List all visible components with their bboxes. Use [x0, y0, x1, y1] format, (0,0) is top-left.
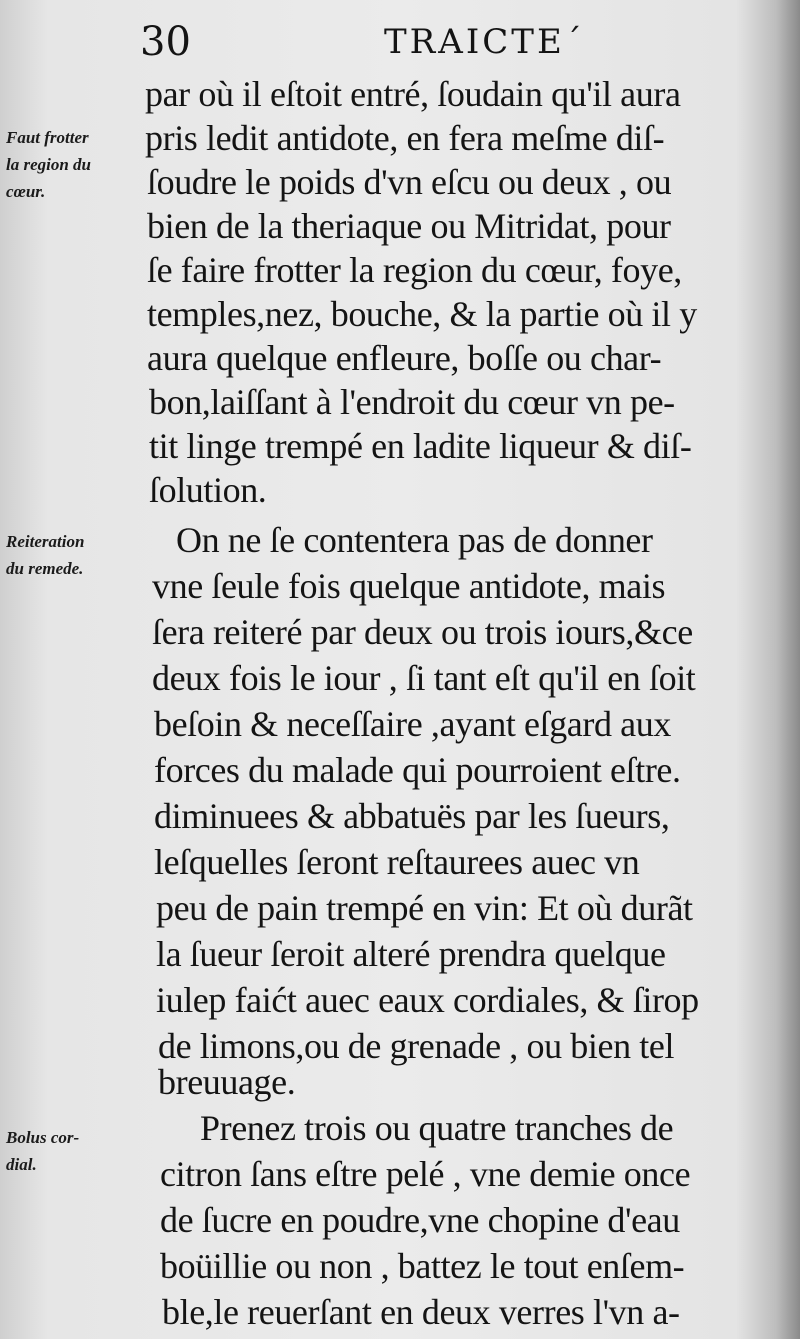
text-line: ſolution.: [149, 470, 267, 510]
margin-note-line: cœur.: [6, 182, 46, 201]
text-line: boüillie ou non , battez le tout enſem-: [160, 1246, 685, 1286]
text-line: tit linge trempé en ladite liqueur & diſ-: [149, 426, 692, 466]
text-line: Prenez trois ou quatre tranches de: [200, 1108, 674, 1148]
text-line: bien de la theriaque ou Mitridat, pour: [147, 206, 671, 246]
margin-note-line: dial.: [6, 1155, 37, 1174]
text-line: On ne ſe contentera pas de donner: [176, 520, 653, 560]
text-line: de ſucre en poudre,vne chopine d'eau: [160, 1200, 680, 1240]
text-line: pris ledit antidote, en fera meſme diſ-: [145, 118, 665, 158]
running-title: TRAICTE´: [384, 22, 585, 62]
text-line: ſoudre le poids d'vn eſcu ou deux , ou: [147, 162, 672, 202]
text-line: forces du malade qui pourroient eſtre.: [154, 750, 681, 790]
text-line: peu de pain trempé en vin: Et où durãt: [156, 888, 693, 928]
text-line: bon,laiſſant à l'endroit du cœur vn pe-: [149, 382, 675, 422]
text-line: de limons,ou de grenade , ou bien tel: [158, 1026, 675, 1066]
page-number: 30: [140, 19, 191, 65]
margin-note-bolus: [6, 1124, 142, 1178]
text-line: breuuage.: [158, 1062, 296, 1102]
text-line: iulep faićt auec eaux cordiales, & ſirop: [156, 980, 699, 1020]
text-line: leſquelles ſeront reſtaurees auec vn: [154, 842, 640, 882]
margin-note-line: Bolus cor-: [6, 1128, 80, 1147]
margin-note-frotter: [6, 124, 142, 205]
text-line: ſera reiteré par deux ou trois iours,&ce: [152, 612, 693, 652]
text-line: aura quelque enfleure, boſſe ou char-: [147, 338, 662, 378]
text-line: diminuees & abbatuës par les ſueurs,: [154, 796, 670, 836]
text-line: ſe faire frotter la region du cœur, foye,: [147, 250, 682, 290]
text-line: citron ſans eſtre pelé , vne demie once: [160, 1154, 691, 1194]
text-line: ble,le reuerſant en deux verres l'vn a-: [162, 1292, 680, 1332]
text-line: par où il eſtoit entré, ſoudain qu'il aura: [145, 74, 681, 114]
text-line: deux fois le iour , ſi tant eſt qu'il en ſoit: [152, 658, 696, 698]
text-line: beſoin & neceſſaire ,ayant eſgard aux: [154, 704, 671, 744]
text-line: temples,nez, bouche, & la partie où il y: [147, 294, 697, 334]
margin-note-reiteration: [6, 528, 142, 582]
text-line: la ſueur ſeroit alteré prendra quelque: [156, 934, 666, 974]
margin-note-line: Faut frotter: [6, 128, 89, 147]
margin-note-line: Reiteration: [6, 532, 85, 551]
text-line: vne ſeule fois quelque antidote, mais: [152, 566, 666, 606]
margin-note-line: du remede.: [6, 559, 84, 578]
page-header: [140, 14, 780, 70]
margin-note-line: la region du: [6, 155, 92, 174]
